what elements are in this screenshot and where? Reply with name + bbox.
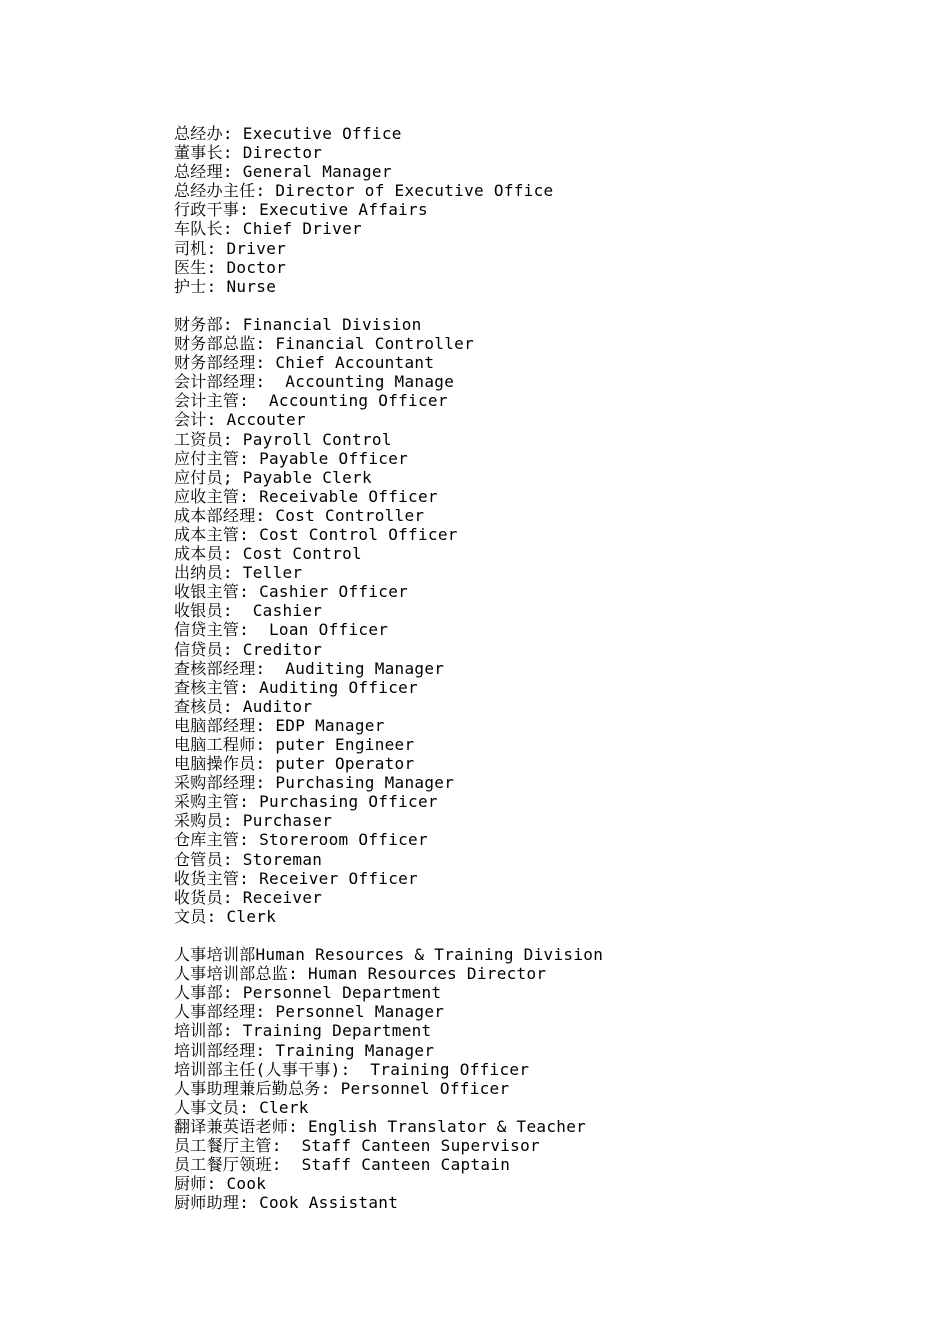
text-line: 总经办: Executive Office: [174, 124, 402, 143]
document-page: [174, 124, 914, 1231]
human-resources-section: [174, 945, 914, 1212]
text-line: 厨师: Cook: [174, 1174, 267, 1194]
text-line: 应付主管: Payable Officer: [174, 448, 409, 468]
text-line: 查核主管: Auditing Officer: [174, 677, 418, 697]
text-line: 文员: Clerk: [174, 906, 277, 926]
executive-office-section: [174, 124, 914, 296]
text-line: 电脑操作员: puter Operator: [174, 754, 415, 774]
text-line: 护士: Nurse: [174, 276, 277, 296]
text-line: 信贷主管: Loan Officer: [174, 620, 389, 640]
financial-division-section: [174, 315, 914, 926]
text-line: 董事长: Director: [174, 143, 323, 163]
text-line: 医生: Doctor: [174, 257, 287, 277]
text-line: 应付员; Payable Clerk: [174, 467, 372, 487]
text-line: 财务部总监: Financial Controller: [174, 334, 475, 354]
text-line: 成本部经理: Cost Controller: [174, 505, 425, 525]
text-line: 财务部经理: Chief Accountant: [174, 353, 435, 373]
text-line: 员工餐厅主管: Staff Canteen Supervisor: [174, 1135, 540, 1155]
text-line: 总经办主任: Director of Executive Office: [174, 181, 554, 201]
text-line: 厨师助理: Cook Assistant: [174, 1193, 399, 1213]
text-line: 采购部经理: Purchasing Manager: [174, 773, 455, 793]
text-line: 成本主管: Cost Control Officer: [174, 524, 458, 544]
text-line: 电脑工程师: puter Engineer: [174, 735, 415, 754]
text-line: 总经理: General Manager: [174, 162, 392, 182]
text-line: 人事部: Personnel Department: [174, 983, 442, 1003]
text-line: 出纳员: Teller: [174, 563, 303, 583]
text-line: 翻译兼英语老师: English Translator & Teacher: [174, 1116, 587, 1136]
text-line: 人事助理兼后勤总务: Personnel Officer: [174, 1078, 510, 1098]
text-line: 查核部经理: Auditing Manager: [174, 658, 445, 678]
text-line: 仓管员: Storeman: [174, 849, 323, 869]
text-line: 人事部经理: Personnel Manager: [174, 1002, 445, 1022]
text-line: 成本员: Cost Control: [174, 544, 362, 564]
text-line: 采购主管: Purchasing Officer: [174, 792, 438, 812]
text-line: 培训部主任(人事干事): Training Officer: [174, 1059, 530, 1079]
text-line: 人事培训部总监: Human Resources Director: [174, 964, 547, 984]
text-line: 查核员: Auditor: [174, 696, 313, 716]
text-line: 行政干事: Executive Affairs: [174, 200, 428, 220]
text-line: 员工餐厅领班: Staff Canteen Captain: [174, 1155, 511, 1175]
text-line: 会计部经理: Accounting Manage: [174, 372, 455, 392]
text-line: 采购员: Purchaser: [174, 811, 333, 831]
text-line: 人事培训部Human Resources & Training Division: [174, 945, 604, 965]
text-line: 培训部: Training Department: [174, 1021, 432, 1041]
text-line: 财务部: Financial Division: [174, 314, 422, 334]
text-line: 会计主管: Accounting Officer: [174, 391, 448, 411]
text-line: 车队长: Chief Driver: [174, 219, 362, 239]
text-line: 工资员: Payroll Control: [174, 429, 392, 449]
text-line: 培训部经理: Training Manager: [174, 1040, 435, 1060]
text-line: 电脑部经理: EDP Manager: [174, 715, 385, 735]
text-line: 应收主管: Receivable Officer: [174, 486, 438, 506]
text-line: 收货员: Receiver: [174, 887, 323, 907]
text-line: 人事文员: Clerk: [174, 1097, 309, 1117]
text-line: 会计: Accouter: [174, 410, 306, 430]
text-line: 收银主管: Cashier Officer: [174, 582, 409, 602]
text-line: 收银员: Cashier: [174, 601, 323, 621]
text-line: 司机: Driver: [174, 238, 287, 258]
text-line: 仓库主管: Storeroom Officer: [174, 830, 428, 850]
text-line: 信贷员: Creditor: [174, 639, 323, 659]
text-line: 收货主管: Receiver Officer: [174, 868, 418, 888]
